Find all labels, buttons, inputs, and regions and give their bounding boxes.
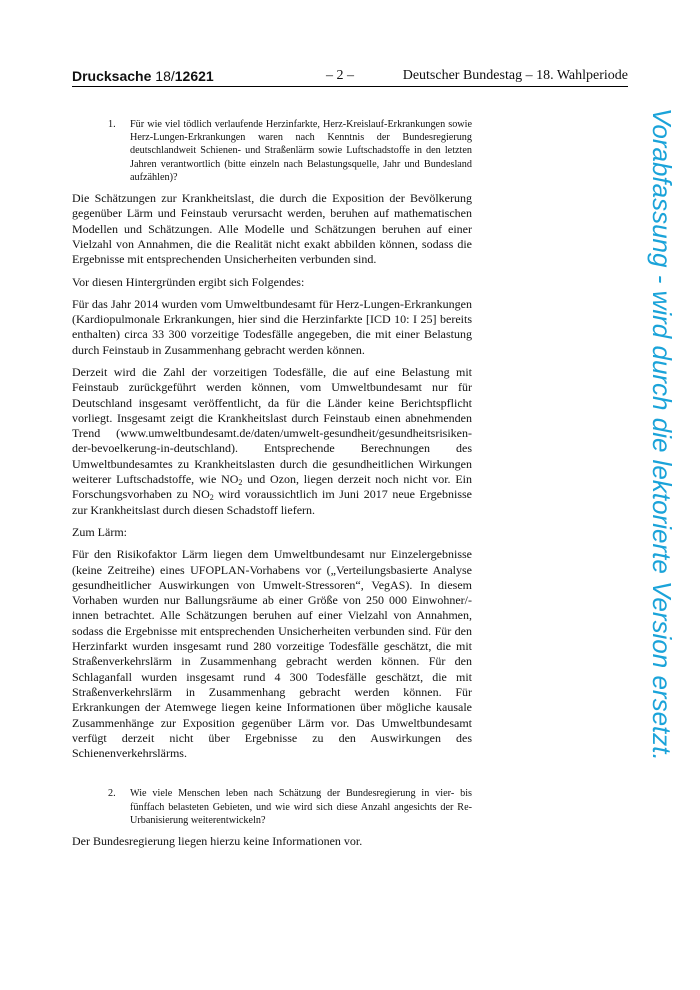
question-number: 2. (108, 788, 116, 800)
document-number (72, 68, 214, 84)
answer-paragraph: Derzeit wird die Zahl der vorzeitigen Todesfälle, die auf eine Belastung mit Feinstaub zurückgeführt werden können, vom Umweltbundesamt nur für Deutschland insgesamt veröffentlicht, da für die Länder keine Berichtspflicht vorliegt. Insgesamt zeigt die Krankheitslast durch Feinstaub einen abnehmenden Trend (www.umweltbundesamt.de/daten/umwelt-gesundheit/gesundheitsrisiken-der-bevoelkerung-in-deutschland). Entsprechende Berechnungen des Umweltbundesamtes zu Krankheitslasten durch die gesundheitlichen Wirkungen weiterer Luftschadstoffe, wie $NO_2$ und Ozon, liegen derzeit noch nicht vor. Ein Forschungsvorhaben zu $NO_2$ wird voraussichtlich im Juni 2017 neue Ergebnisse zur Krankheitslast durch diesen Schadstoff liefern. (72, 364, 472, 517)
question-text: Für wie viel tödlich verlaufende Herzinfarkte, Herz-Kreislauf-Erkrankungen sowie Herz-Lungen-Erkrankungen waren nach Kenntnis der Bundesregierung deutschlandweit Schienen- und Straßenlärm sowie Luftschadstoffe in den letzten Jahren verantwortlich (bitte einzeln nach Belastungsquelle, Jahr und Bundesland aufzählen)? (130, 119, 472, 183)
document-number-prefix: 18/ (155, 68, 175, 84)
question-text: Wie viele Menschen leben nach Schätzung der Bundesregierung in vier- bis fünffach belasteten Gebieten, und wie wird sich diese Anzahl angesichts der Re-Urbanisierung weiterentwickeln? (130, 788, 472, 826)
header-rule (72, 86, 628, 87)
answer-paragraph: Die Schätzungen zur Krankheitslast, die durch die Exposition der Bevölkerung gegenüber Lärm und Feinstaub verursacht werden, beruhen auf mathematischen Modellen und Schätzungen. Alle Modelle und Schätzungen beruhen auf einer Vielzahl von Annahmen, die die Realität nicht exakt abbilden können, sodass die Ergebnisse mit entsprechenden Unsicherheiten verbunden sind. (72, 191, 472, 267)
answer-paragraph: Vor diesen Hintergründen ergibt sich Folgendes: (72, 274, 305, 289)
answer-paragraph: Für den Risikofaktor Lärm liegen dem Umweltbundesamt nur Einzelergebnisse (keine Zeitreihe) eines UFOPLAN-Vorhabens vor („Verteilungsbasierte Analyse gesundheitlicher Auswirkungen von Umwelt-Stressoren“, VegAS). In diesem Vorhaben wurden nur Ballungsräume ab einer Größe von 250 000 Einwohner/-innen betrachtet. Alle Schätzungen beruhen auf einer Vielzahl von Annahmen, sodass die Ergebnisse mit entsprechenden Unsicherheiten verbunden sind. Für den Herzinfarkt wurden insgesamt rund 280 vorzeitige Todesfälle geschätzt, die mit Straßenverkehrslärm in Zusammenhang gebracht werden können. Für den Schlaganfall wurden insgesamt rund 4 300 Todesfälle geschätzt, die mit Straßenverkehrslärm in Zusammenhang gebracht werden können. Für Erkrankungen der Atemwege liegen keine Informationen über mögliche kausale Zusammenhänge zur Exposition gegenüber Lärm vor. Das Umweltbundesamt verfügt derzeit nicht über Ergebnisse zu den Auswirkungen des Schienenverkehrslärms. (72, 547, 472, 761)
page-header (72, 68, 628, 86)
page-number: – 2 – (326, 68, 354, 83)
question-2 (108, 787, 472, 827)
watermark-text: Vorabfassung - wird durch die lektorierte Version ersetzt. (647, 108, 677, 761)
answer-paragraph: Für das Jahr 2014 wurden vom Umweltbundesamt für Herz-Lungen-Erkrankungen (Kardiopulmonale Erkrankungen, hier sind die Herzinfarkte [ICD 10: I 25] bereits enthalten) circa 33 300 vorzeitige Todesfälle angegeben, die mit einer Belastung durch Feinstaub in Zusammenhang gebracht werden können. (72, 296, 472, 357)
publisher: Deutscher Bundestag – 18. Wahlperiode (402, 68, 628, 83)
document-label: Drucksache (72, 68, 152, 84)
question-1 (108, 118, 472, 184)
question-number: 1. (108, 119, 116, 130)
answer-paragraph: Der Bundesregierung liegen hierzu keine Informationen vor. (72, 834, 363, 849)
document-number-value: 12621 (174, 68, 214, 84)
document-body (72, 118, 472, 849)
section-heading: Zum Lärm: (72, 524, 127, 539)
draft-watermark (644, 108, 680, 908)
